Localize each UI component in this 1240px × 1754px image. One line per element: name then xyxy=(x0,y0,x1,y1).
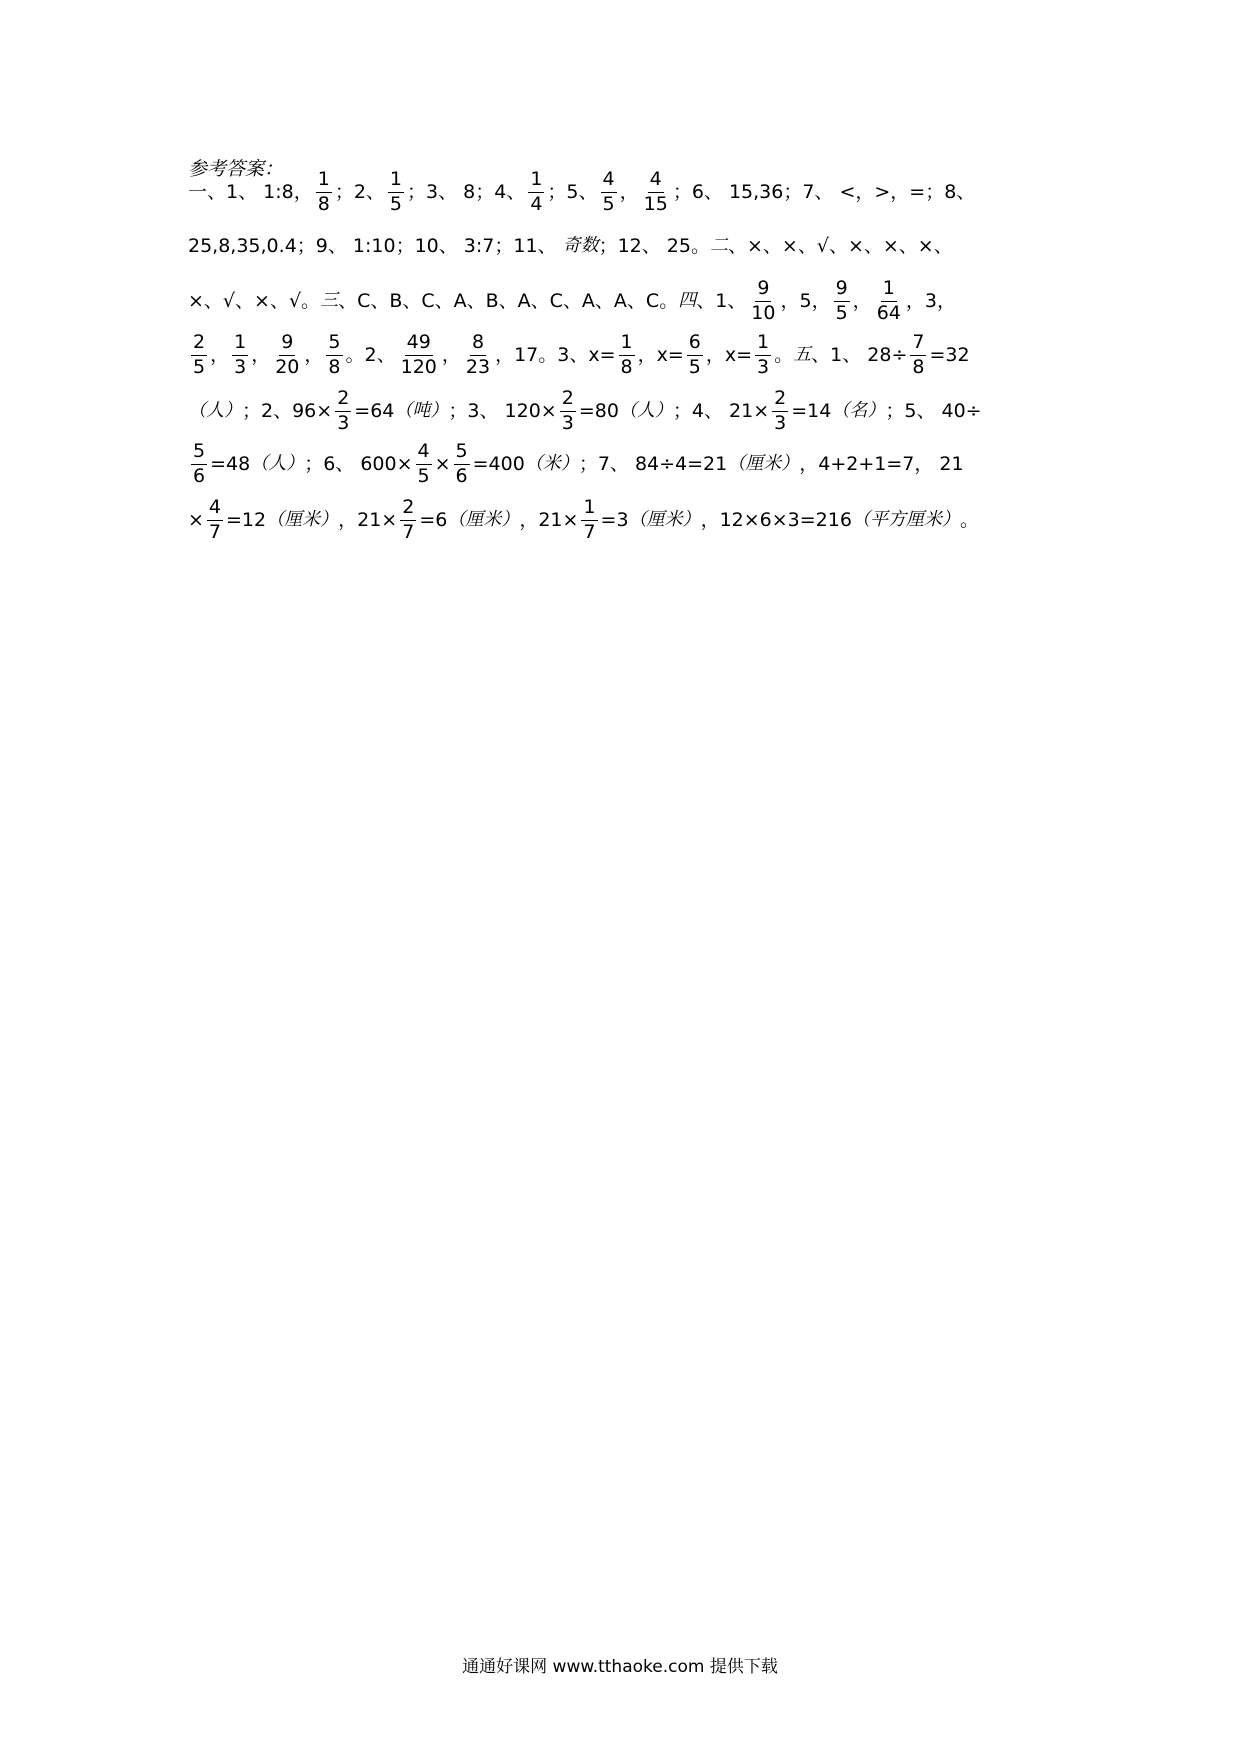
fraction-numerator: 7 xyxy=(910,333,926,356)
fraction xyxy=(191,330,207,378)
fraction-numerator: 1 xyxy=(619,333,635,356)
answer-text: =80 xyxy=(578,399,619,422)
fraction-denominator: 7 xyxy=(402,520,415,543)
fraction-denominator: 5 xyxy=(417,464,430,487)
fraction-numerator: 2 xyxy=(191,333,207,356)
fraction xyxy=(400,495,416,543)
answer-text: 25,8,35,0.4；9、 1:10；10、 3:7；11、 xyxy=(188,234,563,257)
fraction-numerator: 5 xyxy=(454,442,470,465)
answer-text: =14 xyxy=(791,399,832,422)
fraction xyxy=(464,330,492,378)
answer-text: 一、 xyxy=(188,180,227,203)
answer-word: （厘米） xyxy=(266,509,339,530)
fraction-denominator: 3 xyxy=(337,411,350,434)
answer-text: ；2、96× xyxy=(242,399,333,422)
fraction xyxy=(834,276,850,324)
fraction-denominator: 3 xyxy=(757,355,770,378)
fraction-denominator: 7 xyxy=(583,520,596,543)
fraction xyxy=(232,330,248,378)
fraction-denominator: 3 xyxy=(234,355,247,378)
fraction-numerator: 1 xyxy=(388,170,404,193)
fraction-denominator: 6 xyxy=(193,464,206,487)
fraction-denominator: 3 xyxy=(774,411,787,434)
answer-text: ；5、 xyxy=(547,180,598,203)
fraction-denominator: 5 xyxy=(688,355,701,378)
fraction-denominator: 23 xyxy=(465,355,491,378)
answer-word: （吨） xyxy=(394,400,449,421)
fraction-numerator: 6 xyxy=(687,333,703,356)
answer-text: ，12×6×3=216 xyxy=(700,508,852,531)
fraction xyxy=(619,330,635,378)
answer-word: 二 xyxy=(710,235,728,256)
answer-word: （平方厘米） xyxy=(851,509,960,530)
answer-text: ，17。3、x= xyxy=(495,343,616,366)
fraction-numerator: 1 xyxy=(881,279,897,302)
fraction-numerator: 1 xyxy=(755,333,771,356)
answer-text: =6 xyxy=(419,508,448,531)
fraction-denominator: 15 xyxy=(643,192,668,215)
fraction-denominator: 6 xyxy=(455,464,468,487)
answer-text: 。 xyxy=(774,343,794,366)
fraction-denominator: 20 xyxy=(275,355,300,378)
answer-text: =64 xyxy=(354,399,395,422)
answer-line xyxy=(188,382,1068,440)
answer-text: 1、 1:8， xyxy=(226,180,313,203)
answer-word: （厘米） xyxy=(628,509,701,530)
fraction-denominator: 8 xyxy=(317,192,330,215)
answer-line xyxy=(188,272,1068,330)
fraction-denominator: 10 xyxy=(751,301,776,324)
answer-text: ，5， xyxy=(780,289,831,312)
fraction xyxy=(399,330,439,378)
fraction xyxy=(749,276,777,324)
answer-word: 五 xyxy=(793,344,812,365)
answer-text: ；3、 120× xyxy=(448,399,557,422)
answer-text: ， xyxy=(852,289,872,312)
fraction xyxy=(687,330,703,378)
fraction-denominator: 120 xyxy=(400,355,437,378)
fraction xyxy=(560,386,576,434)
fraction xyxy=(581,495,597,543)
answer-text: 、C、B、C、A、B、A、C、A、A、C。 xyxy=(338,289,679,312)
answer-text: ；3、 8；4、 xyxy=(407,180,526,203)
answer-text: ，4+2+1=7， 21 xyxy=(799,452,964,475)
fraction-denominator: 64 xyxy=(876,301,901,324)
fraction xyxy=(273,330,301,378)
fraction-numerator: 8 xyxy=(470,333,486,356)
answer-text: =12 xyxy=(226,508,267,531)
fraction xyxy=(601,167,617,215)
answer-word: （名） xyxy=(831,400,886,421)
answer-word: （人） xyxy=(250,453,305,474)
fraction xyxy=(454,439,470,487)
answer-text: =48 xyxy=(210,452,251,475)
answer-text: 、1、 xyxy=(696,289,747,312)
answer-text: ， xyxy=(304,343,324,366)
answer-heading: 参考答案： xyxy=(188,158,284,180)
fraction xyxy=(335,386,351,434)
answer-line xyxy=(188,435,1068,493)
answer-word: 奇数 xyxy=(562,235,599,256)
answer-text: ， xyxy=(619,180,639,203)
fraction xyxy=(772,386,788,434)
fraction-denominator: 8 xyxy=(620,355,633,378)
answer-text: ；5、 40÷ xyxy=(885,399,982,422)
fraction-denominator: 4 xyxy=(530,192,543,215)
fraction-numerator: 9 xyxy=(834,279,850,302)
fraction-denominator: 3 xyxy=(561,411,574,434)
fraction-numerator: 1 xyxy=(528,170,544,193)
answer-word: （厘米） xyxy=(447,509,520,530)
fraction-denominator: 5 xyxy=(193,355,206,378)
fraction-numerator: 1 xyxy=(581,498,597,521)
fraction-numerator: 1 xyxy=(232,333,248,356)
fraction xyxy=(875,276,903,324)
answer-text: ；6、 15,36；7、 <，>，=；8、 xyxy=(672,180,976,203)
fraction-denominator: 8 xyxy=(328,355,341,378)
answer-text: ，21× xyxy=(519,508,579,531)
fraction-numerator: 1 xyxy=(316,170,332,193)
answer-word: （厘米） xyxy=(727,453,800,474)
fraction-numerator: 5 xyxy=(326,333,342,356)
answer-word: 三 xyxy=(320,290,339,311)
answer-word: （人） xyxy=(188,400,242,421)
answer-text: ，x= xyxy=(637,343,684,366)
fraction-numerator: 4 xyxy=(601,170,617,193)
answer-text: ，3， xyxy=(905,289,956,312)
fraction-numerator: 49 xyxy=(405,333,433,356)
answer-text: 、1、 28÷ xyxy=(811,343,908,366)
answer-text: ， xyxy=(210,343,230,366)
fraction xyxy=(528,167,544,215)
fraction xyxy=(316,167,332,215)
answer-text: ；2、 xyxy=(334,180,385,203)
fraction xyxy=(388,167,404,215)
answer-text: 。 xyxy=(959,508,979,531)
answer-text: × xyxy=(434,452,451,475)
fraction xyxy=(326,330,342,378)
answer-text: ；12、 25。 xyxy=(598,234,710,257)
fraction-denominator: 8 xyxy=(912,355,925,378)
fraction-numerator: 2 xyxy=(560,389,576,412)
answer-text: ，21× xyxy=(338,508,398,531)
answer-text: ， xyxy=(441,343,461,366)
answer-text: =32 xyxy=(929,343,970,366)
fraction xyxy=(191,439,207,487)
fraction-denominator: 5 xyxy=(835,301,848,324)
fraction xyxy=(755,330,771,378)
fraction-numerator: 9 xyxy=(279,333,295,356)
fraction-numerator: 4 xyxy=(416,442,432,465)
fraction-denominator: 5 xyxy=(389,192,403,215)
answer-text: =400 xyxy=(472,452,525,475)
fraction-numerator: 5 xyxy=(191,442,207,465)
answer-line xyxy=(188,326,1068,384)
answer-text: × xyxy=(188,508,204,531)
fraction-numerator: 2 xyxy=(400,498,416,521)
answer-text: ，x= xyxy=(705,343,753,366)
fraction-numerator: 2 xyxy=(335,389,351,412)
answer-word: （米） xyxy=(524,453,579,474)
answer-text: ， xyxy=(251,343,271,366)
fraction-numerator: 4 xyxy=(207,498,223,521)
answer-text: 。2、 xyxy=(345,343,396,366)
answer-line xyxy=(188,491,1068,549)
answer-text: 、×、×、√、×、×、×、 xyxy=(728,234,953,257)
answer-text: =3 xyxy=(600,508,629,531)
fraction-numerator: 2 xyxy=(772,389,788,412)
fraction-numerator: 4 xyxy=(648,170,664,193)
fraction xyxy=(207,495,223,543)
footer-text: 通通好课网 www.tthaoke.com 提供下载 xyxy=(462,1657,778,1677)
answer-line xyxy=(188,217,1068,275)
answer-word: （人） xyxy=(618,400,673,421)
fraction xyxy=(910,330,926,378)
answer-text: ；4、 21× xyxy=(672,399,770,422)
answer-line xyxy=(188,163,1068,221)
fraction xyxy=(416,439,432,487)
answer-text: ；7、 84÷4=21 xyxy=(578,452,728,475)
fraction-numerator: 9 xyxy=(755,279,771,302)
answer-text: ×、√、×、√。 xyxy=(188,289,321,312)
fraction-denominator: 7 xyxy=(208,520,222,543)
answer-text: ；6、 600× xyxy=(304,452,413,475)
answer-word: 四 xyxy=(678,290,697,311)
fraction xyxy=(642,167,670,215)
fraction-denominator: 5 xyxy=(602,192,615,215)
